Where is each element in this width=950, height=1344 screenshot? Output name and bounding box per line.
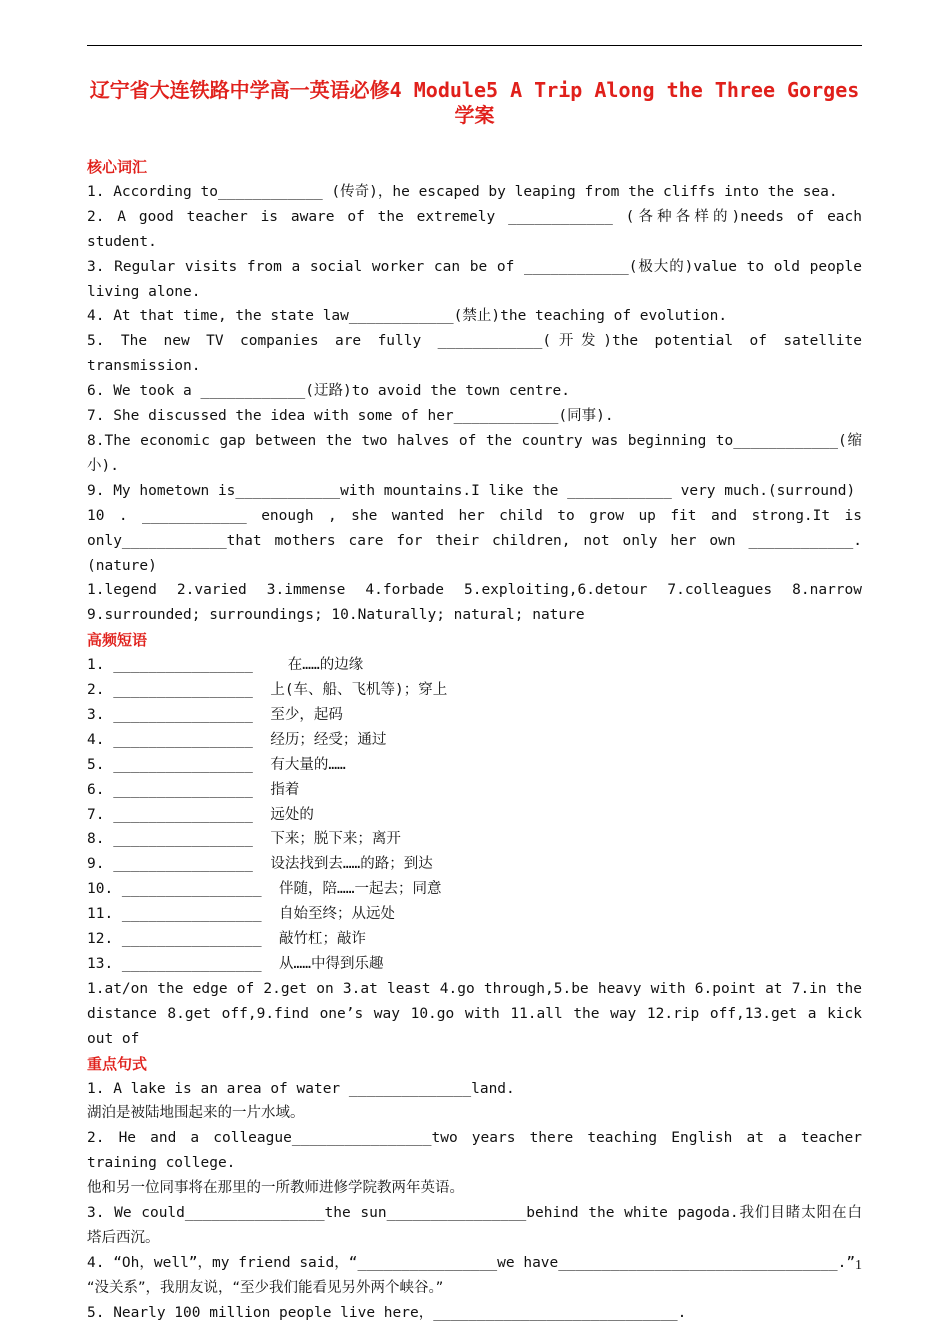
- phrase-item: 5. ________________ 有大量的……: [87, 756, 346, 773]
- vocab-item: 1. According to____________ (传奇)，he escaped by leaping from the cliffs into the sea.: [87, 183, 838, 200]
- vocab-item: 7. She discussed the idea with some of her____________(同事).: [87, 408, 614, 425]
- phrase-answers: 1.at/on the edge of 2.get on 3.at least 4.go through,5.be heavy with 6.point at 7.in the distance 8.get off,9.find one’s way 10.go with 11.all the way 12.rip off,13.get a kick out of: [87, 980, 862, 1047]
- vocab-item: 5. The new TV companies are fully ____________(开发)the potential of satellite transmission.: [87, 333, 862, 375]
- vocab-item: 4. At that time, the state law____________(禁止)the teaching of evolution.: [87, 308, 728, 325]
- section-heading-vocab: 核心词汇: [87, 158, 148, 176]
- pattern-translation: 他和另一位同事将在那里的一所教师进修学院教两年英语。: [87, 1180, 464, 1197]
- pattern-line: 1. A lake is an area of water ______________land.: [87, 1080, 515, 1097]
- phrase-item: 11. ________________ 自始至终；从远处: [87, 906, 396, 923]
- section-heading-patterns: 重点句式: [87, 1054, 148, 1073]
- section-heading-phrases: 高频短语: [87, 631, 148, 650]
- phrase-item: 13. ________________ 从……中得到乐趣: [87, 956, 384, 972]
- vocab-item: 8.The economic gap between the two halves of the country was beginning to____________(缩小).: [87, 432, 862, 474]
- phrase-item: 9. ________________ 设法找到去……的路；到达: [87, 856, 433, 873]
- phrase-item: 7. ________________ 远处的: [87, 806, 314, 823]
- phrase-item: 12. ________________ 敲竹杠；敲诈: [87, 931, 367, 948]
- vocab-item: 6. We took a ____________(迂路)to avoid the town centre.: [87, 383, 570, 400]
- vocab-item: 3. Regular visits from a social worker can be of ____________(极大的)value to old people living alone.: [87, 258, 862, 300]
- phrase-item: 1. ________________ 在……的边缘: [87, 657, 364, 674]
- pattern-translation: 湖泊是被陆地围起来的一片水域。: [87, 1105, 305, 1122]
- vocab-item: 10 . ____________ enough , she wanted her child to grow up fit and strong.It is only____________that mothers care for their children, not only her own ____________.(nature): [87, 507, 862, 574]
- vocab-item: 9. My hometown is____________with mountains.I like the ____________ very much.(surround): [87, 482, 856, 499]
- vocab-item: 2. A good teacher is aware of the extremely ____________ (各种各样的)needs of each student.: [87, 208, 862, 250]
- page-number: 1: [855, 1258, 862, 1273]
- pattern-line: 5. Nearly 100 million people live here，____________________________.: [87, 1304, 687, 1321]
- phrase-item: 8. ________________ 下来；脱下来；离开: [87, 831, 401, 848]
- phrase-item: 4. ________________ 经历；经受；通过: [87, 731, 387, 748]
- document-body: [87, 155, 862, 1326]
- phrase-item: 3. ________________ 至少，起码: [87, 706, 343, 723]
- header-rule: [87, 45, 862, 46]
- pattern-translation: “没关系”，我朋友说，“至少我们能看见另外两个峡谷。”: [87, 1279, 444, 1296]
- phrase-item: 10. ________________ 伴随，陪……一起去；同意: [87, 881, 442, 898]
- pattern-line: 3. We could________________the sun________________behind the white pagoda.我们目睹太阳在白塔后西沉。: [87, 1205, 862, 1246]
- phrase-item: 2. ________________ 上(车、船、飞机等)；穿上: [87, 682, 448, 699]
- pattern-line: 2. He and a colleague________________two years there teaching English at a teacher training college.: [87, 1130, 862, 1172]
- pattern-line: 4. “Oh，well”，my friend said，“________________we have________________________________.”: [87, 1254, 856, 1271]
- document-title: 辽宁省大连铁路中学高一英语必修4 Module5 A Trip Along the Three Gorges学案: [89, 78, 860, 127]
- vocab-answers: 1.legend 2.varied 3.immense 4.forbade 5.exploiting,6.detour 7.colleagues 8.narrow 9.surrounded; surroundings; 10.Naturally; natural; nature: [87, 582, 862, 624]
- phrase-item: 6. ________________ 指着: [87, 781, 300, 798]
